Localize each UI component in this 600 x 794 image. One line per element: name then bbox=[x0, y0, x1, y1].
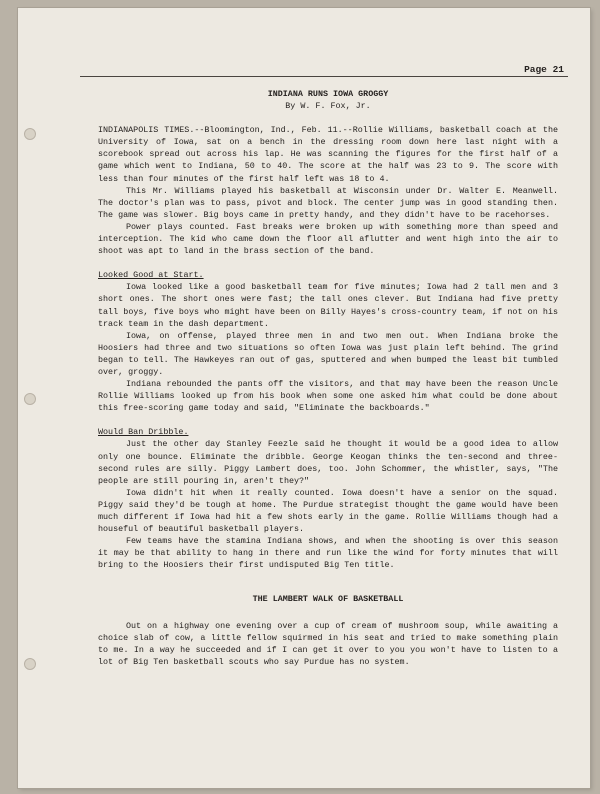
paragraph: Few teams have the stamina Indiana shows, and when the shooting is over this season it may be that ability to hang in there and run like the wind for forty minutes that will bring to the Hoosiers their first undisputed Big Ten title. bbox=[98, 536, 558, 571]
document-page bbox=[18, 8, 590, 788]
binder-holes bbox=[24, 8, 36, 788]
binder-hole bbox=[24, 393, 36, 405]
paragraph: INDIANAPOLIS TIMES.--Bloomington, Ind., Feb. 11.--Rollie Williams, basketball coach at the University of Iowa, sat on a bench in the dressing room down here last night with a scorebook spread out across his lap. He was scanning the figures for the first half of a game which went to Indiana, 50 to 40. The score at the half was 23 to 9. The score with less than four minutes of the first half left was 18 to 4. bbox=[98, 125, 558, 184]
subheading: Looked Good at Start. bbox=[98, 270, 204, 281]
paragraph: Iowa looked like a good basketball team for five minutes; Iowa had 2 tall men and 3 short ones. The short ones were fast; the tall ones clever. But Indiana had five pretty tall boys, five boys who might have been on Billy Hayes's cross-country team, if not on his track team in the dash department. bbox=[98, 282, 558, 329]
paragraph: Iowa, on offense, played three men in and two men out. When Indiana broke the Hoosiers had three and two situations so often Iowa was just plain left behind. The grind began to tell. The Hawkeyes ran out of gas, sputtered and when bumped the least bit tumbled over, groggy. bbox=[98, 330, 558, 377]
paragraph: Just the other day Stanley Feezle said he thought it would be a good idea to allow only one bounce. Eliminate the dribble. George Keogan thinks the ten-second and three-second rules are silly. Piggy Lambert does, too. John Schommer, the whistler, says, "The people are still pouring in, aren't they?" bbox=[98, 439, 558, 486]
paragraph: Iowa didn't hit when it really counted. Iowa doesn't have a senior on the squad. Piggy said they'd be tough at home. The Purdue strategist thought the game would have been much different if Iowa had hit a few shots early in the game. Rollie Williams though had a houseful of beautiful basketball players. bbox=[98, 487, 558, 535]
header-rule bbox=[80, 76, 568, 77]
article-title: INDIANA RUNS IOWA GROGGY bbox=[267, 89, 389, 99]
binder-hole bbox=[24, 128, 36, 140]
page-number: Page 21 bbox=[524, 64, 564, 75]
subheading: Would Ban Dribble. bbox=[98, 427, 189, 438]
page-content bbox=[98, 88, 558, 668]
binder-hole bbox=[24, 658, 36, 670]
paragraph: Indiana rebounded the pants off the visitors, and that may have been the reason Uncle Rollie Williams looked up from his book when some one asked him what could be done about this free-scoring game today and said, "Eliminate the backboards." bbox=[98, 379, 558, 414]
paragraph: This Mr. Williams played his basketball at Wisconsin under Dr. Walter E. Meanwell. The doctor's plan was to pass, pivot and block. The center jump was in good standing then. The game was slower. Big boys came in pretty handy, and they didn't have to be racehorses. bbox=[98, 185, 558, 220]
article-title: THE LAMBERT WALK OF BASKETBALL bbox=[252, 594, 404, 605]
paragraph: Power plays counted. Fast breaks were broken up with something more than speed and interception. The kid who came down the floor all aflutter and went high into the air to shoot was apt to land in the brass section of the band. bbox=[98, 221, 558, 257]
paragraph: Out on a highway one evening over a cup of cream of mushroom soup, while awaiting a choice slab of cow, a little fellow squirmed in his seat and tried to make something plain to me. In a way he succeeded and if I can get it over to you you won't have to listen to a lot of Big Ten basketball scouts who say Purdue has no system. bbox=[98, 620, 558, 667]
article-byline: By W. F. Fox, Jr. bbox=[285, 101, 371, 112]
